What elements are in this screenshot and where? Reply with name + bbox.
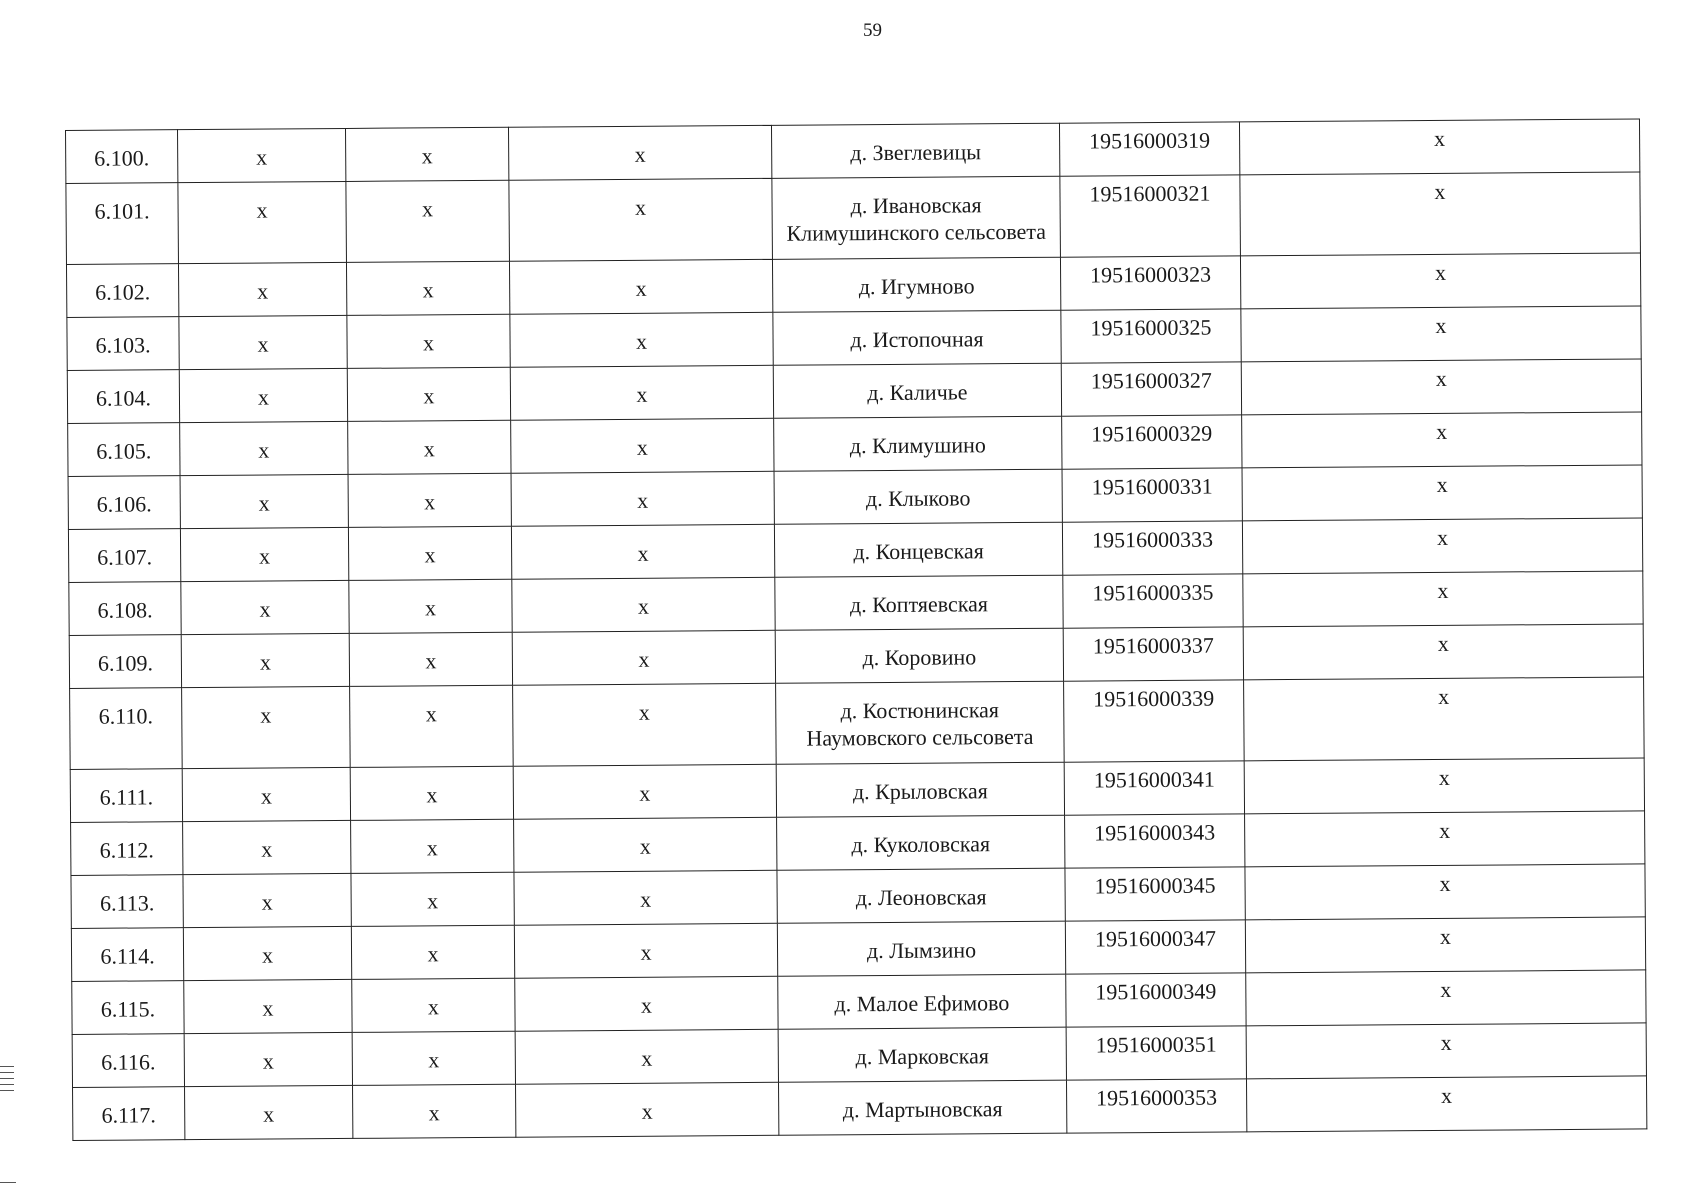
settlement-code-cell: 19516000353 <box>1066 1079 1246 1133</box>
settlement-name-cell: д. Ивановская Климушинского сельсовета <box>772 176 1061 259</box>
x-cell-col3: x <box>348 420 511 474</box>
settlement-code-cell: 19516000347 <box>1065 920 1245 974</box>
x-cell-col2: x <box>179 368 347 422</box>
x-cell-col2: x <box>184 1032 352 1086</box>
x-cell-col2: x <box>185 1085 353 1139</box>
row-number-cell: 6.112. <box>71 822 183 876</box>
x-cell-col3: x <box>347 314 510 368</box>
row-number-cell: 6.110. <box>70 688 183 770</box>
settlement-name-cell: д. Звеглевицы <box>771 123 1059 178</box>
settlement-code-cell: 19516000325 <box>1061 309 1241 363</box>
settlement-code-cell: 19516000331 <box>1062 468 1242 522</box>
x-cell-col3: x <box>346 261 509 315</box>
row-number-cell: 6.101. <box>66 183 179 265</box>
settlement-name-cell: д. Марковская <box>778 1027 1066 1082</box>
x-cell-col7: x <box>1240 172 1641 256</box>
x-cell-col7: x <box>1244 758 1644 814</box>
row-number-cell: 6.102. <box>66 264 178 318</box>
x-cell-col7: x <box>1244 677 1645 761</box>
x-cell-col4: x <box>515 1029 778 1084</box>
row-number-cell: 6.114. <box>71 928 183 982</box>
x-cell-col3: x <box>348 473 511 527</box>
x-cell-col2: x <box>179 315 347 369</box>
x-cell-col7: x <box>1243 624 1643 680</box>
x-cell-col7: x <box>1246 970 1646 1026</box>
x-cell-col3: x <box>351 925 514 979</box>
row-number-cell: 6.117. <box>73 1087 185 1141</box>
x-cell-col4: x <box>510 365 773 420</box>
x-cell-col2: x <box>180 421 348 475</box>
x-cell-col2: x <box>183 873 351 927</box>
registry-table-body <box>66 119 1647 1141</box>
x-cell-col2: x <box>184 979 352 1033</box>
row-number-cell: 6.104. <box>67 370 179 424</box>
settlement-name-cell: д. Коптяевская <box>775 575 1063 630</box>
x-cell-col2: x <box>180 474 348 528</box>
settlement-name-cell: д. Климушино <box>774 416 1062 471</box>
x-cell-col3: x <box>347 367 510 421</box>
settlement-code-cell: 19516000351 <box>1066 1026 1246 1080</box>
x-cell-col7: x <box>1240 253 1640 309</box>
row-number-cell: 6.109. <box>69 635 181 689</box>
row-number-cell: 6.105. <box>68 423 180 477</box>
settlement-code-cell: 19516000321 <box>1060 175 1241 257</box>
x-cell-col4: x <box>512 577 775 632</box>
x-cell-col4: x <box>511 418 774 473</box>
settlement-code-cell: 19516000327 <box>1061 362 1241 416</box>
settlement-name-cell: д. Игумново <box>772 257 1060 312</box>
settlement-code-cell: 19516000345 <box>1065 867 1245 921</box>
row-number-cell: 6.113. <box>71 875 183 929</box>
settlement-name-cell: д. Каличье <box>773 363 1061 418</box>
settlement-name-cell: д. Истопочная <box>773 310 1061 365</box>
row-number-cell: 6.116. <box>72 1034 184 1088</box>
settlement-code-cell: 19516000335 <box>1063 574 1243 628</box>
settlement-name-cell: д. Лымзино <box>777 921 1065 976</box>
x-cell-col7: x <box>1241 306 1641 362</box>
x-cell-col2: x <box>183 926 351 980</box>
x-cell-col2: x <box>181 580 349 634</box>
row-number-cell: 6.106. <box>68 476 180 530</box>
row-number-cell: 6.115. <box>72 981 184 1035</box>
x-cell-col2: x <box>178 181 347 263</box>
x-cell-col4: x <box>516 1082 779 1137</box>
x-cell-col4: x <box>514 817 777 872</box>
row-number-cell: 6.107. <box>68 529 180 583</box>
row-number-cell: 6.100. <box>66 130 178 184</box>
table-row <box>66 172 1641 265</box>
x-cell-col4: x <box>514 923 777 978</box>
x-cell-col2: x <box>183 820 351 874</box>
settlement-name-cell: д. Коровино <box>775 628 1063 683</box>
settlement-name-cell: д. Малое Ефимово <box>778 974 1066 1029</box>
settlement-name-cell: д. Концевская <box>774 522 1062 577</box>
x-cell-col7: x <box>1241 359 1641 415</box>
margin-marks <box>0 1066 14 1096</box>
settlement-name-cell: д. Костюнинская Наумовского сельсовета <box>776 681 1065 764</box>
settlement-code-cell: 19516000349 <box>1066 973 1246 1027</box>
x-cell-col3: x <box>345 127 508 181</box>
settlement-name-cell: д. Мартыновская <box>778 1080 1066 1135</box>
x-cell-col7: x <box>1246 1023 1646 1079</box>
row-number-cell: 6.103. <box>67 317 179 371</box>
x-cell-col7: x <box>1239 119 1639 175</box>
x-cell-col3: x <box>351 819 514 873</box>
x-cell-col3: x <box>346 180 510 262</box>
settlement-code-cell: 19516000337 <box>1063 627 1243 681</box>
x-cell-col2: x <box>180 527 348 581</box>
settlement-code-cell: 19516000329 <box>1062 415 1242 469</box>
x-cell-col4: x <box>512 630 775 685</box>
settlement-code-cell: 19516000323 <box>1060 256 1240 310</box>
settlement-name-cell: д. Клыково <box>774 469 1062 524</box>
table-row <box>70 677 1645 770</box>
x-cell-col3: x <box>349 632 512 686</box>
x-cell-col4: x <box>511 524 774 579</box>
x-cell-col7: x <box>1245 917 1645 973</box>
settlement-code-cell: 19516000343 <box>1065 814 1245 868</box>
x-cell-col2: x <box>178 128 346 182</box>
x-cell-col7: x <box>1246 1076 1646 1132</box>
x-cell-col3: x <box>350 766 513 820</box>
x-cell-col7: x <box>1243 571 1643 627</box>
x-cell-col3: x <box>350 685 514 767</box>
x-cell-col4: x <box>511 471 774 526</box>
x-cell-col7: x <box>1245 864 1645 920</box>
x-cell-col7: x <box>1242 518 1642 574</box>
x-cell-col3: x <box>349 579 512 633</box>
margin-line <box>0 1182 16 1183</box>
x-cell-col2: x <box>182 767 350 821</box>
x-cell-col7: x <box>1245 811 1645 867</box>
row-number-cell: 6.108. <box>69 582 181 636</box>
x-cell-col7: x <box>1242 412 1642 468</box>
x-cell-col3: x <box>352 1031 515 1085</box>
settlement-code-cell: 19516000339 <box>1064 680 1245 762</box>
settlement-name-cell: д. Куколовская <box>777 815 1065 870</box>
settlement-code-cell: 19516000319 <box>1059 122 1239 176</box>
settlement-name-cell: д. Крыловская <box>776 762 1064 817</box>
registry-table <box>65 118 1647 1141</box>
x-cell-col2: x <box>178 262 346 316</box>
x-cell-col2: x <box>182 686 351 768</box>
x-cell-col4: x <box>508 125 771 180</box>
row-number-cell: 6.111. <box>70 769 182 823</box>
x-cell-col4: x <box>513 683 777 766</box>
x-cell-col3: x <box>351 872 514 926</box>
page-number: 59 <box>863 20 882 41</box>
x-cell-col4: x <box>515 976 778 1031</box>
x-cell-col4: x <box>509 178 773 261</box>
settlement-code-cell: 19516000333 <box>1062 521 1242 575</box>
x-cell-col4: x <box>514 870 777 925</box>
table-row <box>73 1076 1647 1141</box>
settlement-name-cell: д. Леоновская <box>777 868 1065 923</box>
x-cell-col4: x <box>509 259 772 314</box>
x-cell-col4: x <box>513 764 776 819</box>
x-cell-col2: x <box>181 633 349 687</box>
x-cell-col7: x <box>1242 465 1642 521</box>
x-cell-col3: x <box>353 1084 516 1138</box>
settlement-code-cell: 19516000341 <box>1064 761 1244 815</box>
registry-table-container <box>65 118 1646 1141</box>
x-cell-col4: x <box>510 312 773 367</box>
x-cell-col3: x <box>348 526 511 580</box>
x-cell-col3: x <box>352 978 515 1032</box>
